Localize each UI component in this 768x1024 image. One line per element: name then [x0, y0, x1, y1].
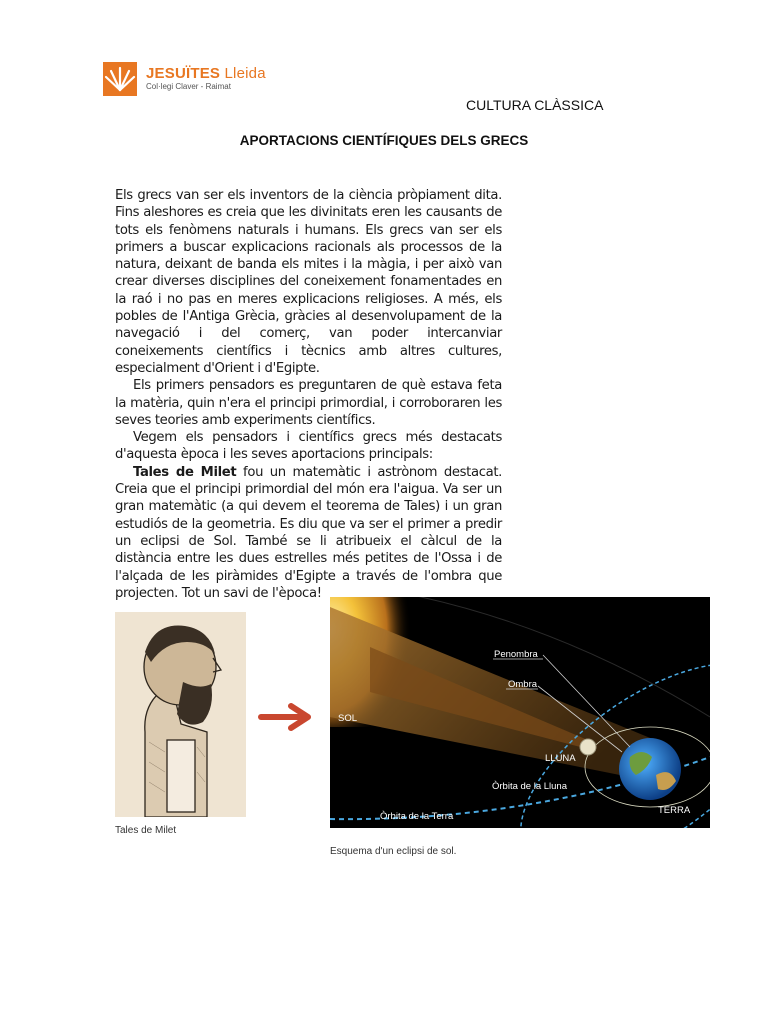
label-sol: SOL	[338, 713, 358, 724]
label-orbita-terra: Òrbita de la Terra	[380, 811, 454, 822]
label-terra: TERRA	[658, 805, 691, 816]
sunburst-logo-icon	[103, 62, 137, 96]
page-title: APORTACIONS CIENTÍFIQUES DELS GRECS	[239, 133, 529, 148]
right-arrow-icon	[258, 703, 318, 731]
paragraph-intro: Els grecs van ser els inventors de la ciència pròpiament dita. Fins aleshores es creia que les divinitats eren les causants de tots els fenòmens naturals i humans. Els grecs van ser els primers a buscar explicacions racionals als processos de la natura, deixant de banda els mites i la màgia, i per això van crear diverses disciplines del coneixement fonamentades en la raó i no pas en meres explicacions religioses. A més, els pobles de l'Antiga Grècia, gràcies al desenvolupament de la navegació i del comerç, van poder intercanviar coneixements científics i tècnics amb altres cultures, especialment d'Orient i d'Egipte.	[115, 188, 502, 376]
label-ombra: Ombra	[508, 679, 538, 690]
logo-brand-bold: JESUÏTES	[146, 65, 221, 82]
paragraph-overview: Vegem els pensadors i científics grecs més destacats d'aquesta època i les seves aportacions principals:	[115, 430, 502, 463]
label-orbita-lluna: Òrbita de la Lluna	[492, 781, 567, 792]
logo-subtitle: Col·legi Claver - Raimat	[146, 82, 231, 91]
paragraph-first-thinkers: Els primers pensadors es preguntaren de què estava feta la matèria, quin n'era el principi primordial, i corroboraren les seves teories amb experiments científics.	[115, 378, 502, 428]
body-text	[115, 187, 502, 602]
eclipse-caption: Esquema d'un eclipsi de sol.	[330, 846, 457, 857]
tales-description: fou un matemàtic i astrònom destacat. Creia que el principi primordial del món era l'aigua. Va ser un gran matemàtic (a qui devem el teorema de Tales) i un gran estudiós de la geometria. Es diu que va ser el primer a predir un eclipsi de Sol. També se li atribueix el càlcul de la distància entre les dues estrelles més petites de l'Ossa i de l'alçada de les piràmides d'Egipte a través de l'ombra que projecten. Tot un savi de l'època!	[115, 464, 503, 601]
logo-brand-light: Lleida	[224, 65, 266, 82]
label-penombra: Penombra	[494, 649, 538, 660]
eclipse-diagram	[330, 597, 710, 828]
label-lluna: LLUNA	[545, 753, 576, 764]
logo-brand	[146, 65, 266, 82]
school-logo	[103, 62, 273, 96]
paragraph-tales	[115, 464, 502, 602]
tales-bust-image	[115, 612, 246, 817]
subject-heading: CULTURA CLÀSSICA	[466, 97, 604, 113]
tales-name: Tales de Milet	[133, 464, 237, 480]
bust-caption: Tales de Milet	[115, 825, 177, 836]
